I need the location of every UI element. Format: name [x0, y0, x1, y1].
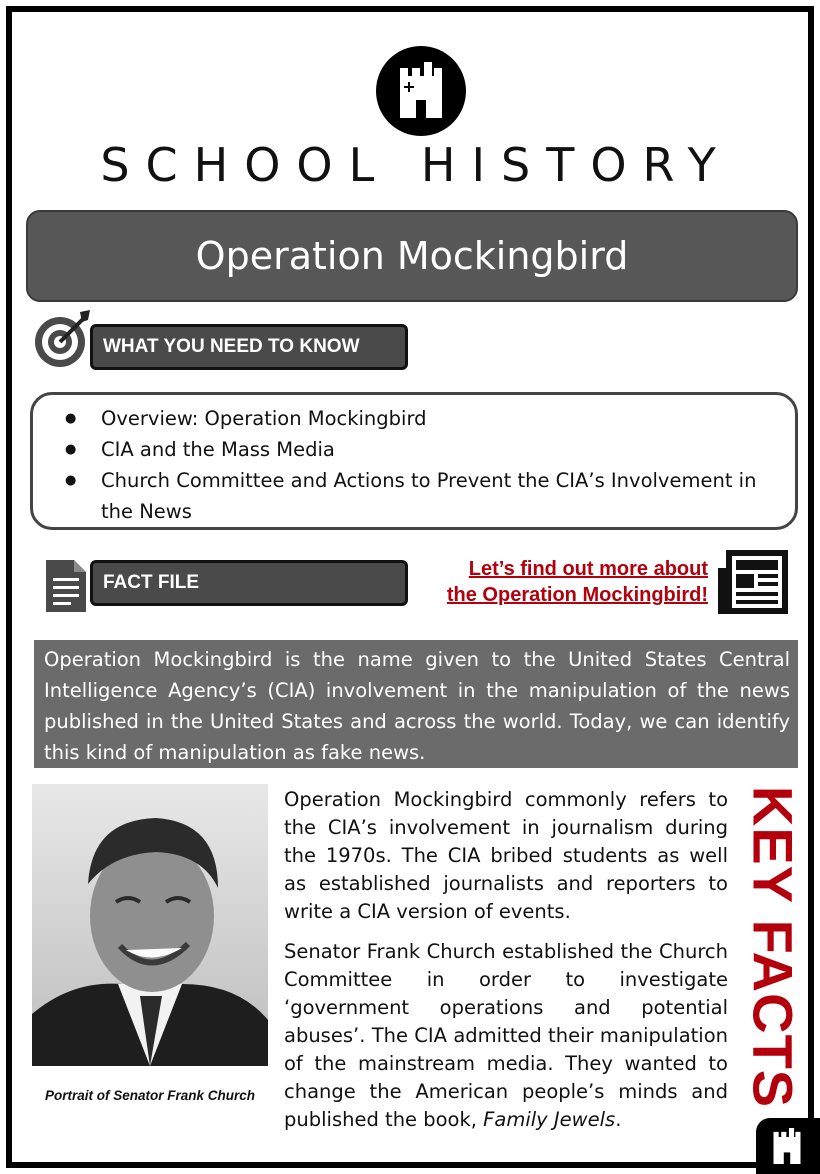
corner-logo [756, 1118, 820, 1174]
know-item: ● Overview: Operation Mockingbird [51, 403, 779, 434]
know-item: ● Church Committee and Actions to Prevent the CIA’s Involvement in the News [51, 465, 779, 527]
intro-paragraph: Operation Mockingbird is the name given to the United States Central Intelligence Agency’s (CIA) involvement in the manipulation of the news published in the United States and across the world. Today, we can identify this kind of manipulation as fake news. [34, 640, 798, 768]
page-frame [6, 6, 814, 1168]
key-facts-body [284, 786, 728, 1146]
document-icon [44, 558, 88, 614]
brand-name: SCHOOL HISTORY [100, 138, 732, 192]
target-icon [32, 308, 96, 370]
what-you-need-to-know-box [30, 392, 798, 530]
castle-icon [396, 62, 446, 118]
photo-caption: Portrait of Senator Frank Church [44, 1088, 256, 1103]
book-title: Family Jewels [483, 1108, 616, 1131]
find-out-more-link[interactable] [412, 556, 708, 608]
newspaper-icon [716, 546, 792, 618]
paragraph-2: Senator Frank Church established the Church Committee in order to investigate ‘government operations and potential abuses’. The CIA admitted their manipulation of the mainstream media. They wanted to change the American people’s minds and published the book, Family Jewels. [284, 940, 728, 1131]
key-facts-banner: KEY FACTS [741, 785, 805, 1109]
know-item: ● CIA and the Mass Media [51, 434, 779, 465]
promo-line-1: Let’s find out more about [468, 558, 708, 580]
paragraph-1: Operation Mockingbird commonly refers to the CIA’s involvement in journalism during the 1970s. The CIA bribed students as well as established journalists and reporters to write a CIA version of events. [284, 788, 728, 923]
frank-church-portrait [32, 784, 268, 1066]
fact-file-header: FACT FILE [90, 560, 408, 606]
promo-line-2: the Operation Mockingbird! [446, 584, 708, 606]
page-title: Operation Mockingbird [26, 210, 798, 302]
what-you-need-to-know-header: WHAT YOU NEED TO KNOW [90, 324, 408, 370]
school-history-logo [376, 46, 466, 136]
castle-icon [770, 1128, 804, 1164]
